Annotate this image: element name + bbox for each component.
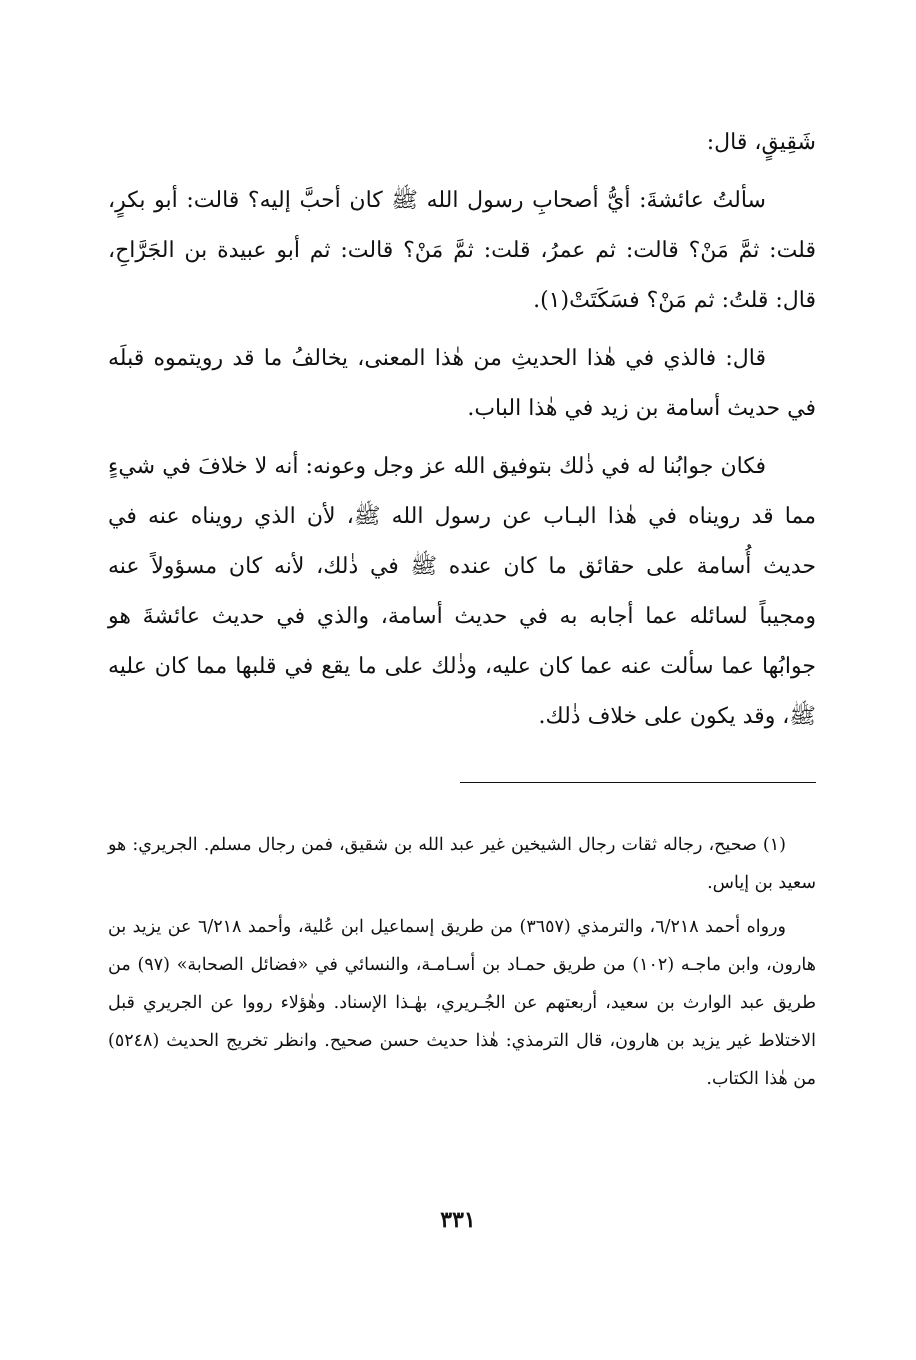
paragraph-answer: فكان جوابُنا له في ذٰلك بتوفيق الله عز وجل وعونه: أنه لا خلافَ في شيءٍ مما قد رويناه في هٰذا البـاب عن رسول الله ﷺ، لأن الذي رويناه عنه في حديث أُسامة على حقائق ما كان عنده ﷺ في ذٰلك، لأنه كان مسؤولاً عنه ومجيباً لسائله عما أجابه به في حديث أسامة، والذي في حديث عائشةَ هو جوابُها عما سألت عنه عما كان عليه، وذٰلك على ما يقع في قلبها مما كان عليه ﷺ، وقد يكون على خلاف ذٰلك. [108,454,816,729]
page-number: ٣٣١ [440,1207,476,1233]
lead-line: شَقِيقٍ، قال: [706,130,816,155]
paragraph-objection: قال: فالذي في هٰذا الحديثِ من هٰذا المعنى، يخالفُ ما قد رويتموه قبلَه في حديث أسامة بن زيد في هٰذا الباب. [108,346,816,421]
footnote-1: (١) صحيح، رجاله ثقات رجال الشيخين غير عبد الله بن شقيق، فمن رجال مسلم. الجريري: هو سعيد بن إياس. [108,835,816,893]
footnote-area [108,0,816,1360]
footnote-1-continuation: ورواه أحمد ٦/٢١٨، والترمذي (٣٦٥٧) من طريق إسماعيل ابن عُلية، وأحمد ٦/٢١٨ عن يزيد بن هارون، وابن ماجـه (١٠٢) من طريق حمـاد بن أسـامـة، والنسائي في «فضائل الصحابة» (٩٧) من طريق عبد الوارث بن سعيد، أربعتهم عن الجُـريري، بهٰـذا الإسناد. وهٰؤلاء رووا عن الجريري قبل الاختلاط غير يزيد بن هارون، قال الترمذي: هٰذا حديث حسن صحيح. وانظر تخريج الحديث (٥٢٤٨) من هٰذا الكتاب. [108,917,816,1089]
footnotes [108,826,816,1104]
paragraph-aisha-question: سألتُ عائشةَ: أيُّ أصحابِ رسول الله ﷺ كان أحبَّ إليه؟ قالت: أبو بكرٍ، قلت: ثمَّ مَنْ؟ قالت: ثم عمرُ، قلت: ثمَّ مَنْ؟ قالت: ثم أبو عبيدة بن الجَرَّاحِ، قال: قلتُ: ثم مَنْ؟ فسَكَتَتْ(١). [108,188,816,313]
footnote-separator [460,782,816,783]
